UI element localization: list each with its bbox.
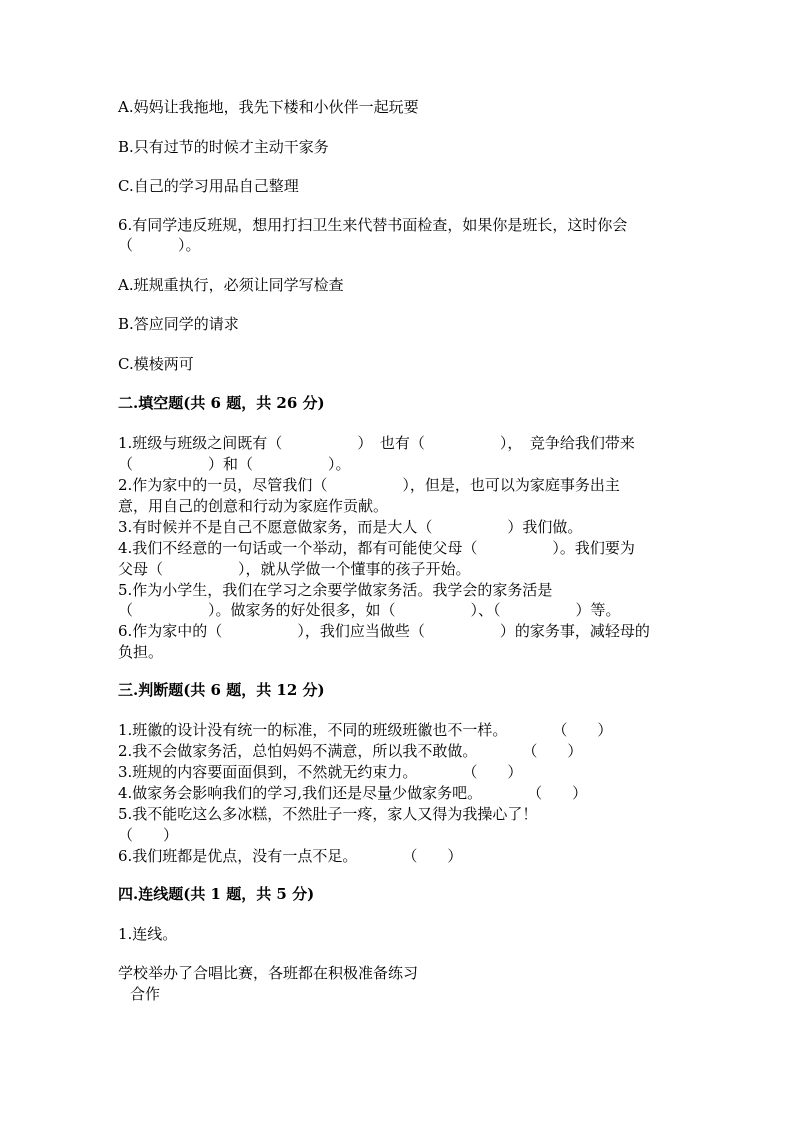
q6-stem-line1: 6.有同学违反班规，想用打扫卫生来代替书面检查，如果你是班长，这时你会 — [118, 216, 628, 234]
judge-line: （ ） — [118, 826, 179, 844]
q6-stem-line2: （ ）。 — [118, 236, 201, 254]
q5-option-a: A.妈妈让我拖地，我先下楼和小伙伴一起玩要 — [118, 98, 419, 116]
fill-line: 4.我们不经意的一句话或一个举动，都有可能使父母（ ）。我们要为 — [118, 539, 635, 557]
match-scenario: 学校举办了合唱比赛，各班都在积极准备练习 — [118, 964, 419, 982]
fill-line: 3.有时候并不是自己不愿意做家务，而是大人（ ）我们做。 — [118, 518, 583, 536]
judge-line: 5.我不能吃这么多冰糕，不然肚子一疼，家人又得为我操心了！ — [118, 805, 538, 823]
q6-option-c: C.模棱两可 — [118, 355, 194, 373]
fill-line: 5.作为小学生，我们在学习之余要学做家务活。我学会的家务活是 — [118, 581, 553, 599]
judge-line: 6.我们班都是优点，没有一点不足。 （ ） — [118, 847, 463, 865]
q5-option-b: B.只有过节的时候才主动干家务 — [118, 138, 329, 156]
match-q1: 1.连线。 — [118, 925, 178, 943]
fill-line: （ ）和（ ）。 — [118, 455, 351, 473]
match-option: 合作 — [130, 985, 161, 1003]
judge-section-heading: 三.判断题(共 6 题，共 12 分) — [118, 681, 325, 699]
fill-line: 2.作为家中的一员，尽管我们（ ），但是，也可以为家庭事务出主 — [118, 476, 620, 494]
fill-line: 意，用自己的创意和行动为家庭作贡献。 — [118, 497, 389, 515]
judge-line: 3.班规的内容要面面俱到，不然就无约束力。 （ ） — [118, 763, 523, 781]
judge-line: 2.我不会做家务活，总怕妈妈不满意，所以我不敢做。 （ ） — [118, 742, 583, 760]
fill-line: 1.班级与班级之间既有（ ） 也有（ ）， 竞争给我们带来 — [118, 434, 635, 452]
fill-line: 父母（ ），就从学做一个懂事的孩子开始。 — [118, 560, 471, 578]
q6-option-b: B.答应同学的请求 — [118, 315, 239, 333]
match-section-heading: 四.连线题(共 1 题，共 5 分) — [118, 885, 315, 903]
fill-line: （ ）。做家务的好处很多，如（ ）、（ ）等。 — [118, 601, 621, 619]
fill-line: 6.作为家中的（ ），我们应当做些（ ）的家务事，减轻母的 — [118, 622, 650, 640]
judge-line: 1.班徽的设计没有统一的标准，不同的班级班徽也不一样。 （ ） — [118, 721, 613, 739]
q5-option-c: C.自己的学习用品自己整理 — [118, 177, 299, 195]
q6-option-a: A.班规重执行，必须让同学写检查 — [118, 276, 344, 294]
judge-line: 4.做家务会影响我们的学习,我们还是尽量少做家务吧。 （ ） — [118, 784, 588, 802]
fill-section-heading: 二.填空题(共 6 题，共 26 分) — [118, 394, 325, 412]
fill-line: 负担。 — [118, 643, 164, 661]
